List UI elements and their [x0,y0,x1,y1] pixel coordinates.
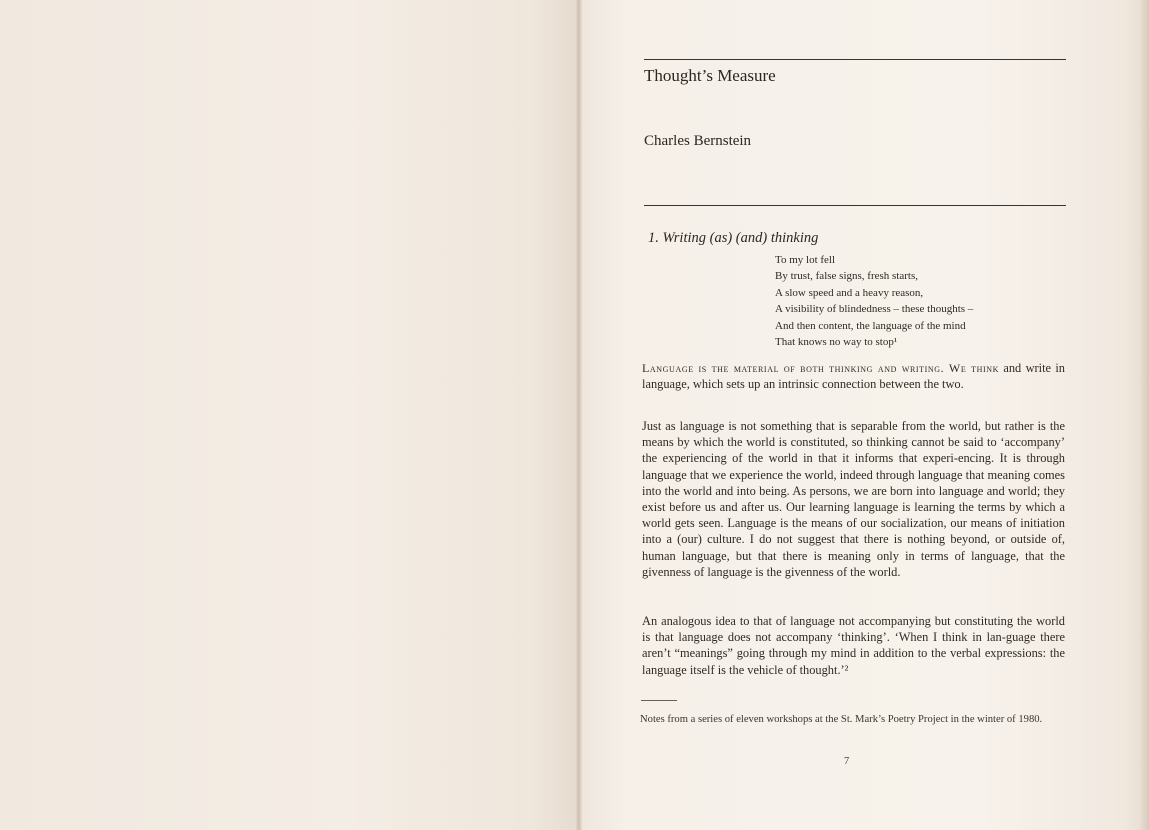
epigraph-line: That knows no way to stop¹ [775,336,898,349]
footnote: Notes from a series of eleven workshops at the St. Mark’s Poetry Project in the winter of 1980. [640,714,1043,725]
paragraph-2: Just as language is not something that is separable from the world, but rather is the means by which the world is constituted, so thinking cannot be said to ‘accompany’ the experiencing of the world in that it informs that experi-encing. It is through language that we experience the world, indeed through language that meaning comes into the world and into being. As persons, we are born into language and world; they exist before us and after us. Our learning language is learning the terms by which a world gets seen. Language is the means of our socialization, our means of initiation into a (our) culture. I do not suggest that there is nothing beyond, or outside of, human language, but that there is meaning only in terms of language, that the givenness of language is the givenness of the world. [642,419,1065,579]
epigraph-line: To my lot fell [775,254,836,266]
page-edge-shadow [1139,0,1149,830]
paragraph-3: An analogous idea to that of language not accompanying but constituting the world is that language does not accompany ‘thinking’. ‘When I think in lan-guage there aren’t “meanings” going through my mind in addition to the verbal expressions: the language itself is the vehicle of thought.’² [642,614,1065,677]
epigraph-line: A visibility of blindedness – these thoughts – [775,303,974,316]
paragraph-1 [642,360,1065,392]
top-rule [644,59,1066,60]
bottom-rule [644,205,1066,206]
footnote-rule [641,700,677,701]
paragraph-1-smallcaps: Language is the material of both thinking and writing. We think [642,361,1000,375]
epigraph-line: A slow speed and a heavy reason, [775,286,924,299]
section-heading: 1. Writing (as) (and) thinking [648,230,819,246]
epigraph [775,252,1065,350]
page-number: 7 [844,756,850,767]
epigraph-line: And then content, the language of the mind [775,319,966,332]
author-name: Charles Bernstein [644,133,752,149]
epigraph-line: By trust, false signs, fresh starts, [775,270,918,283]
paragraph-1-text: and write in language, which sets up an intrinsic connection between the two. [642,361,1065,392]
right-page [582,0,1149,830]
chapter-title: Thought’s Measure [644,66,776,85]
